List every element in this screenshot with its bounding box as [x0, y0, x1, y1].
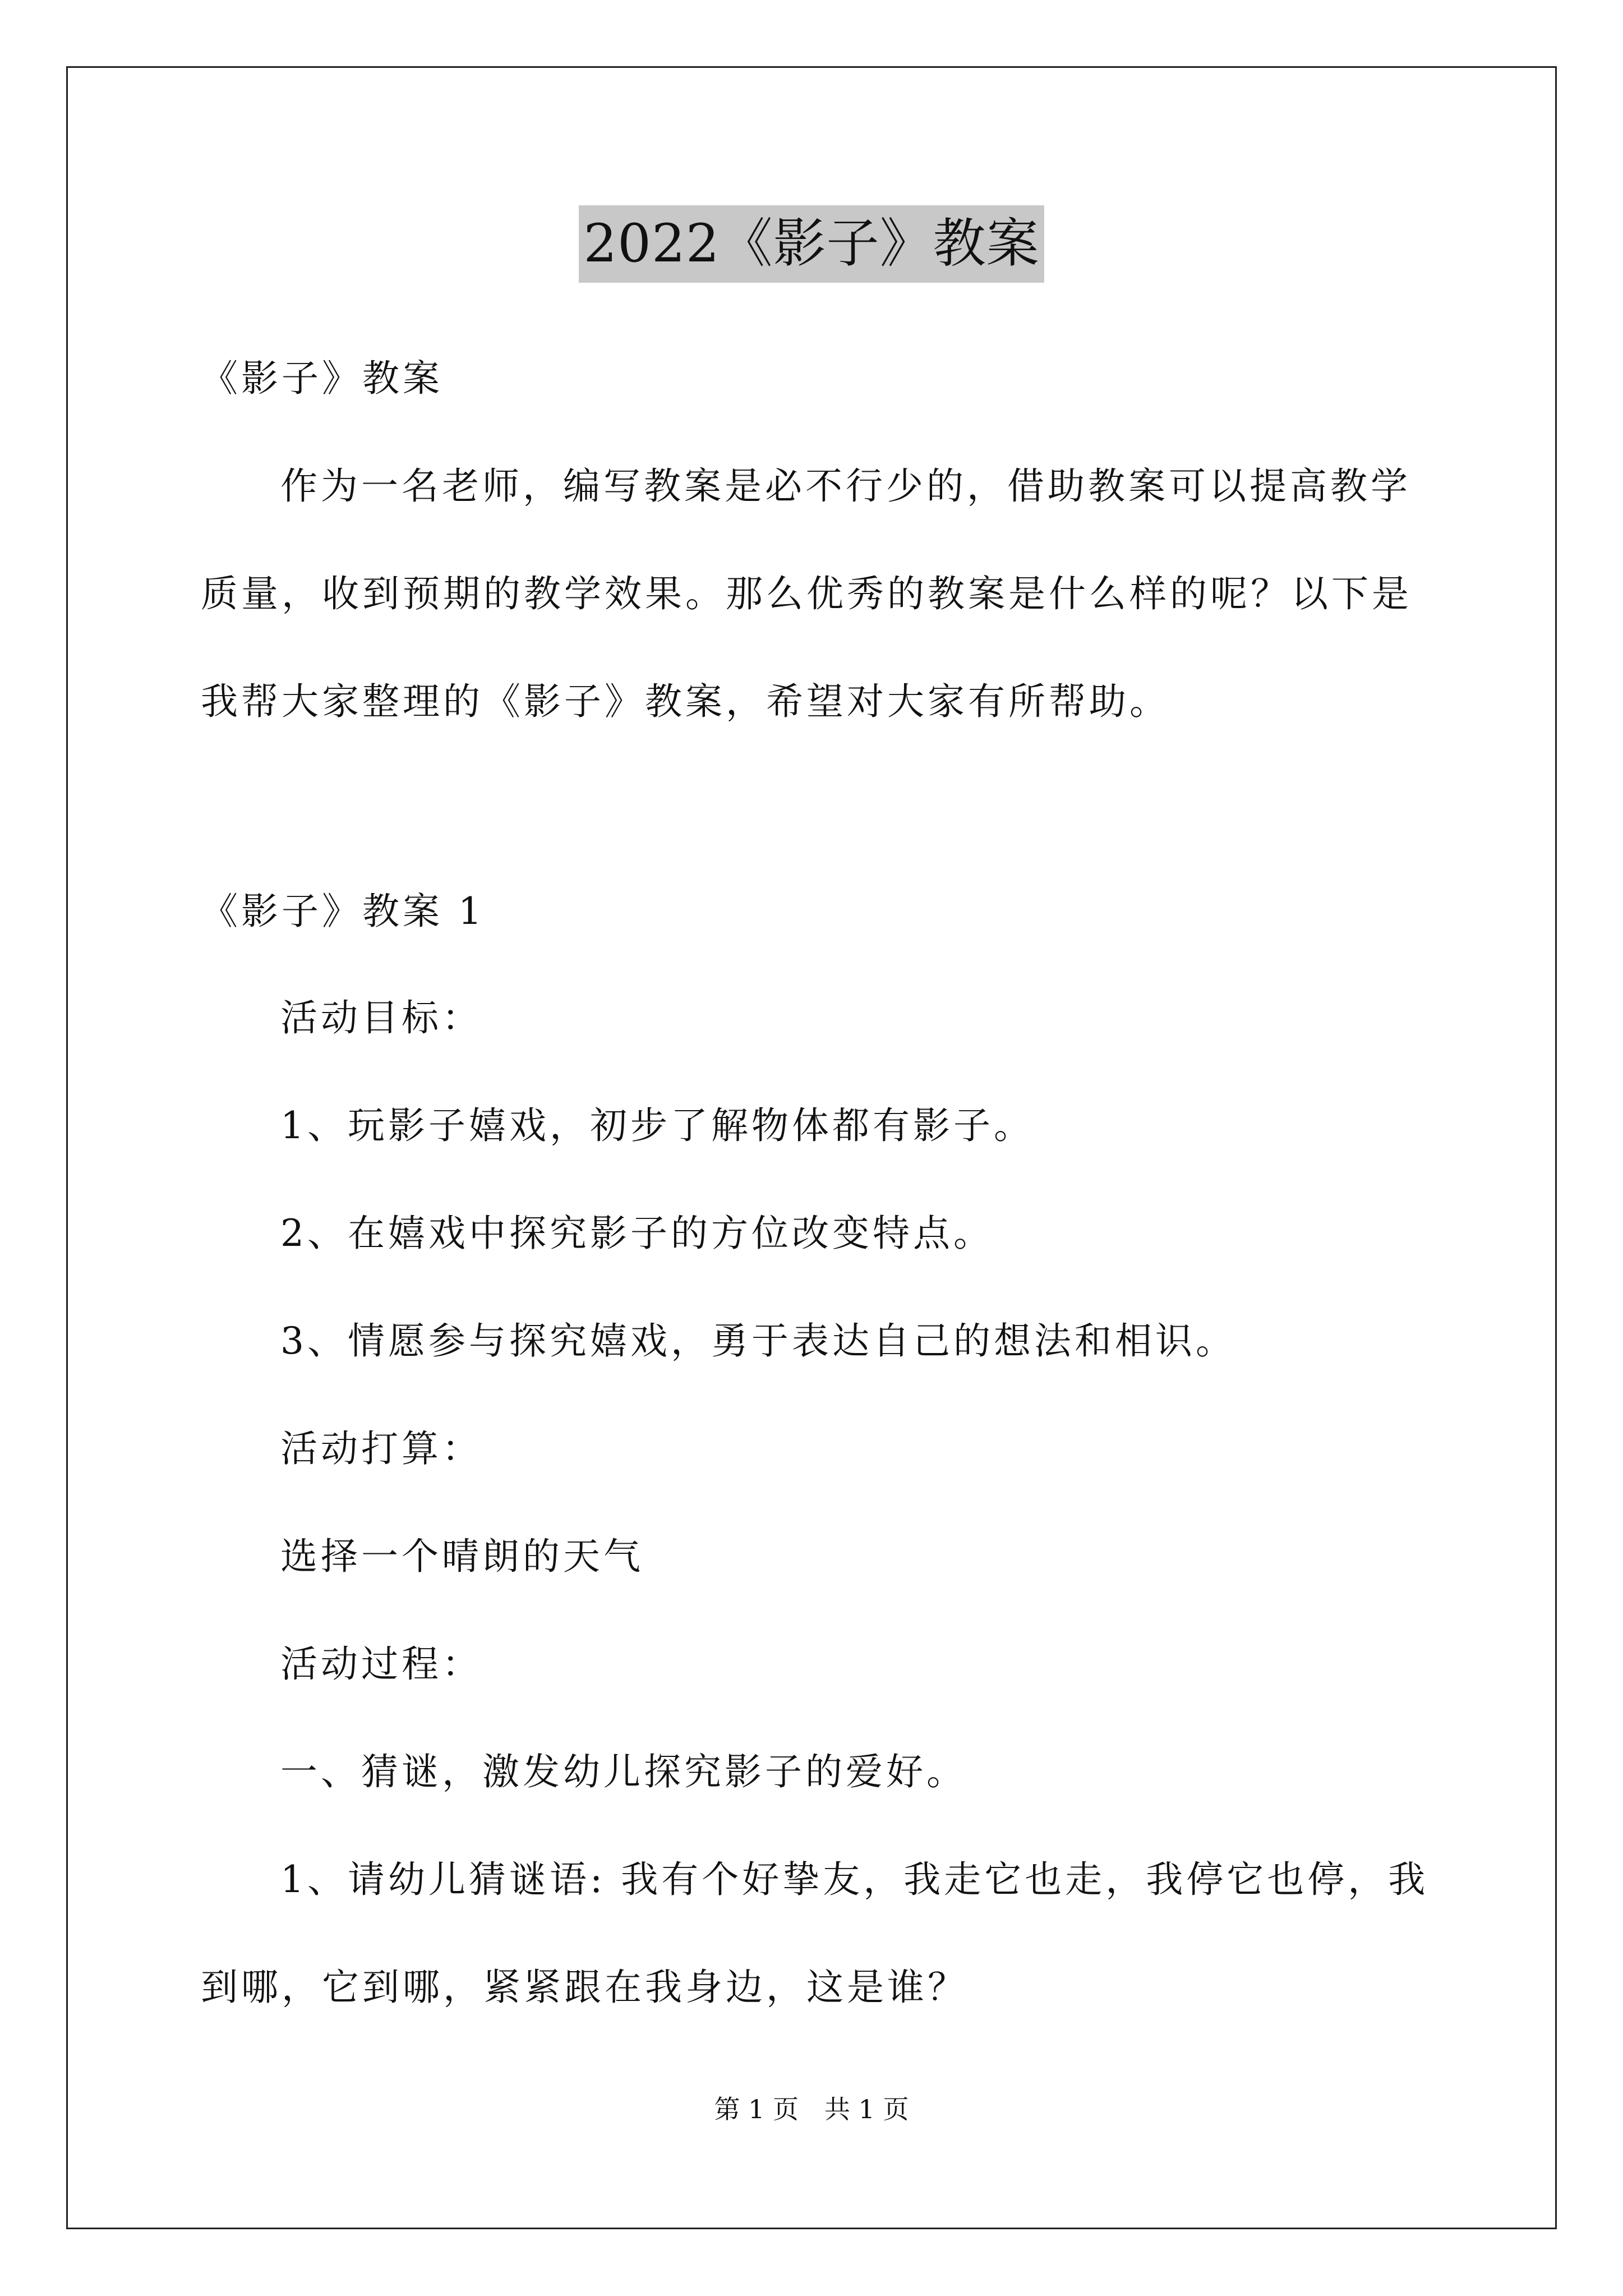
paragraph-line: 我帮大家整理的《影子》教案，希望对大家有所帮助。 — [201, 680, 1170, 723]
paragraph-line: 2、在嬉戏中探究影子的方位改变特点。 — [280, 1212, 994, 1255]
paragraph-line: 活动打算： — [280, 1427, 482, 1470]
paragraph-line: 到哪，它到哪，紧紧跟在我身边，这是谁？ — [201, 1966, 968, 2009]
section-heading: 《影子》教案 — [201, 357, 443, 400]
paragraph-line: 3、情愿参与探究嬉戏，勇于表达自己的想法和相识。 — [280, 1319, 1236, 1363]
section-heading: 《影子》教案 1 — [201, 890, 485, 933]
page-footer: 第 1 页 共 1 页 — [714, 2094, 909, 2124]
paragraph-line: 1、请幼儿猜谜语: 我有个好挚友，我走它也走，我停它也停，我 — [280, 1858, 1429, 1901]
paragraph-line: 质量，收到预期的教学效果。那么优秀的教案是什么样的呢？以下是 — [201, 572, 1412, 615]
document-title: 2022《影子》教案 — [579, 205, 1044, 283]
title-container — [0, 205, 1623, 283]
paragraph-line: 一、猜谜，激发幼儿探究影子的爱好。 — [280, 1750, 967, 1793]
paragraph-line: 选择一个晴朗的天气 — [280, 1535, 644, 1578]
paragraph-line: 1、玩影子嬉戏，初步了解物体都有影子。 — [280, 1104, 1034, 1147]
paragraph-line: 活动过程： — [280, 1642, 482, 1686]
paragraph-line: 活动目标： — [280, 996, 482, 1039]
paragraph-line: 作为一名老师，编写教案是必不行少的，借助教案可以提高教学 — [280, 464, 1411, 508]
